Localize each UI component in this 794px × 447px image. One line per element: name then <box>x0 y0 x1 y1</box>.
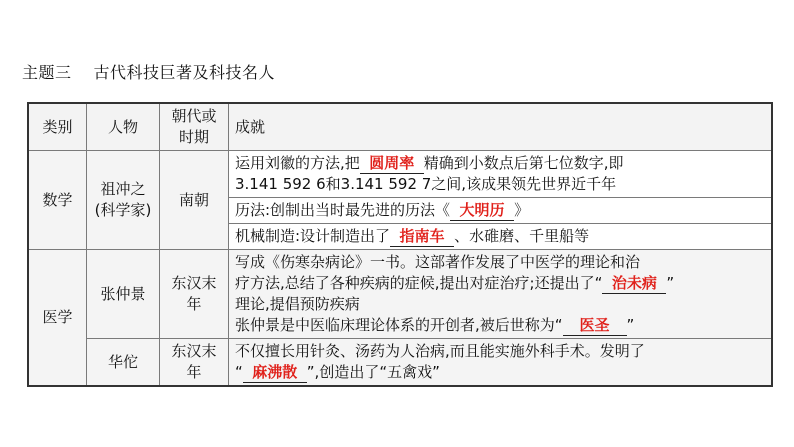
answer-blank: 医圣 <box>563 316 627 336</box>
knowledge-table <box>27 102 773 387</box>
category-math: 数学 <box>28 151 87 250</box>
header-row <box>28 103 772 151</box>
person-zu-chongzhi: 祖冲之(科学家) <box>87 151 160 250</box>
era-eastern-han: 东汉末年 <box>160 339 229 387</box>
era-southern-dynasty: 南朝 <box>160 151 229 250</box>
person-zhang-zhongjing: 张仲景 <box>87 250 160 339</box>
table-row <box>28 339 772 387</box>
section-label: 主题三 <box>22 63 72 82</box>
answer-blank: 大明历 <box>450 201 514 221</box>
person-hua-tuo: 华佗 <box>87 339 160 387</box>
achievement-calendar: 历法:创制出当时最先进的历法《 大明历 》 <box>229 198 773 224</box>
table-row <box>28 151 772 198</box>
answer-blank: 麻沸散 <box>243 363 307 383</box>
topic-label: 古代科技巨著及科技名人 <box>93 63 276 82</box>
achievement-zhang: 写成《伤寒杂病论》一书。这部著作发展了中医学的理论和治 疗方法,总结了各种疾病的症候,提出对症治疗;还提出了“ 治未病 ” 理论,提倡预防疾病 张仲景是中医临床理论体系的开创者,被后世称为“ 医圣 ” <box>229 250 773 339</box>
answer-blank: 指南车 <box>390 227 454 247</box>
header-era: 朝代或时期 <box>160 103 229 151</box>
page-title <box>22 60 275 83</box>
table-row <box>28 250 772 339</box>
era-eastern-han: 东汉末年 <box>160 250 229 339</box>
header-category: 类别 <box>28 103 87 151</box>
header-person: 人物 <box>87 103 160 151</box>
answer-blank: 治未病 <box>602 274 666 294</box>
achievement-hua: 不仅擅长用针灸、汤药为人治病,而且能实施外科手术。发明了 “ 麻沸散 ”,创造出了“五禽戏” <box>229 339 773 387</box>
achievement-pi: 运用刘徽的方法,把 圆周率 精确到小数点后第七位数字,即 3.141 592 6和3.141 592 7之间,该成果领先世界近千年 <box>229 151 773 198</box>
achievement-machinery: 机械制造:设计制造出了 指南车 、水碓磨、千里船等 <box>229 224 773 250</box>
answer-blank: 圆周率 <box>360 154 424 174</box>
header-achievement: 成就 <box>229 103 773 151</box>
category-medicine: 医学 <box>28 250 87 387</box>
